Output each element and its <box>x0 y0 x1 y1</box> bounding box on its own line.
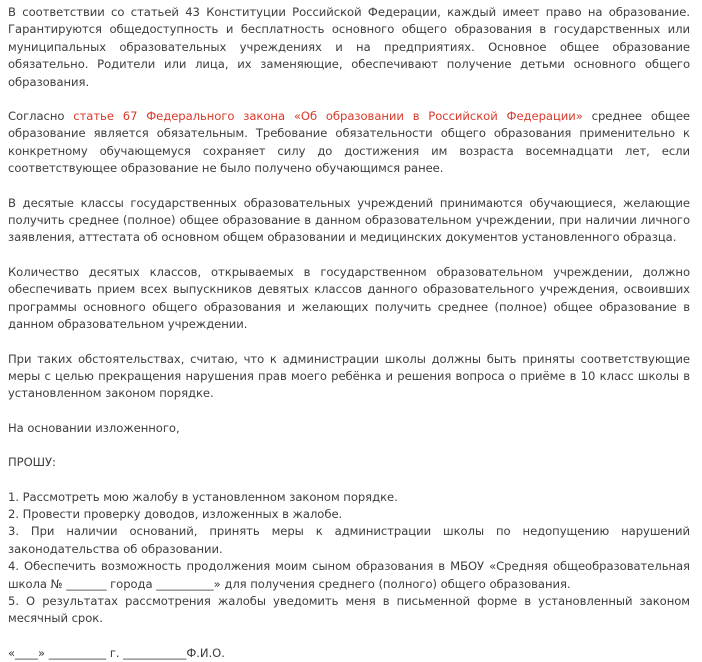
request-item-3: 3. При наличии оснований, принять меры к администрации школы по недопущению нарушений законодательства об образовании. <box>8 524 690 556</box>
paragraph-law-suffix: среднее общее образование является обязательным. Требование обязательности общего образования применительно к конкретному обучающемуся сохраняет силу до достижения им возраста восемнадцати лет, если соответствующее образование не было получено обучающимся ранее. <box>8 109 691 176</box>
request-item-5: 5. О результатах рассмотрения жалобы уведомить меня в письменной форме в установленный законом месячный срок. <box>8 593 690 626</box>
request-item-4: 4. Обеспечить возможность продолжения моим сыном образования в МБОУ «Средняя общеобразовательная школа № _______ города __________» для получения среднего (полного) общего образования. <box>8 559 690 591</box>
paragraph-constitution: В соответствии со статьей 43 Конституции Российской Федерации, каждый имеет право на образование. Гарантируются общедоступность и бесплатность основного общего образования в государственных или муниципальных образовательных учреждениях и на предприятиях. Основное общее образование обязательно. Родители или лица, их заменяющие, обеспечивают получение детьми основного общего образования. <box>8 5 690 89</box>
signature-line: «____» __________ г. ___________Ф.И.О. <box>8 645 225 660</box>
paragraph-law-prefix: Согласно <box>8 109 74 124</box>
law-article-link[interactable]: статье 67 Федерального закона «Об образовании в Российской Федерации» <box>73 109 583 124</box>
request-heading: ПРОШУ: <box>8 455 56 470</box>
paragraph-law-article <box>8 108 690 178</box>
paragraph-spacer <box>8 247 690 264</box>
paragraph-spacer <box>8 437 690 454</box>
paragraph-spacer <box>8 472 690 489</box>
paragraph-basis: На основании изложенного, <box>8 420 180 435</box>
paragraph-circumstances: При таких обстоятельствах, считаю, что к администрации школы должны быть приняты соответствующие меры с целью прекращения нарушения прав моего ребёнка и решения вопроса о приёме в 10 класс школы в установленном законом порядке. <box>8 351 690 401</box>
request-list <box>8 489 690 628</box>
request-item-2: 2. Провести проверку доводов, изложенных в жалобе. <box>8 506 343 521</box>
paragraph-class-count: Количество десятых классов, открываемых в государственном образовательном учреждении, должно обеспечивать прием всех выпускников девятых классов данного образовательного учреждения, освоивших программы основного общего образования и желающих получить среднее (полное) общее образование в данном образовательном учреждении. <box>8 264 690 332</box>
paragraph-spacer <box>8 178 690 195</box>
paragraph-spacer <box>8 91 690 108</box>
paragraph-spacer <box>8 334 690 351</box>
paragraph-tenth-grade: В десятые классы государственных образовательных учреждений принимаются обучающиеся, желающие получить среднее (полное) общее образование в данном образовательном учреждении, при наличии личного заявления, аттестата об основном общем образовании и медицинских документов установленного образца. <box>8 195 690 245</box>
paragraph-spacer <box>8 628 690 645</box>
paragraph-spacer <box>8 403 690 420</box>
request-item-1: 1. Рассмотреть мою жалобу в установленном законом порядке. <box>8 489 398 504</box>
